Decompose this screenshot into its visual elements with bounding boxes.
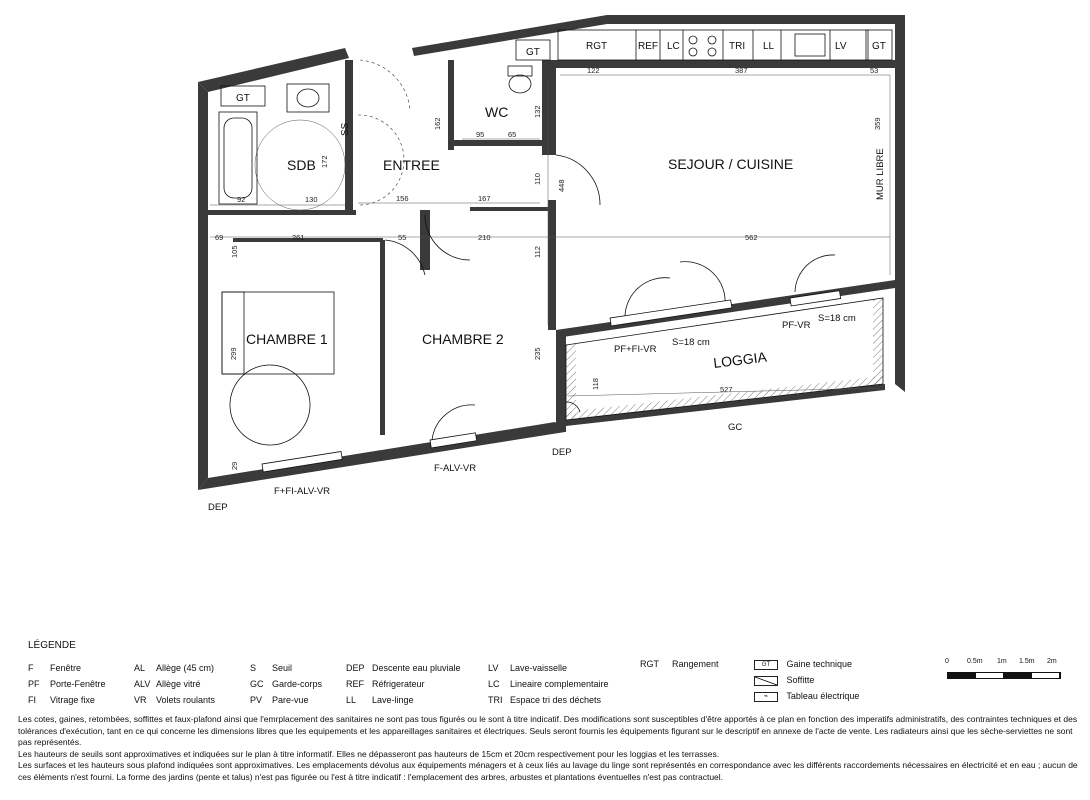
legend-code: TRI (488, 695, 503, 705)
dim-label: 130 (305, 195, 318, 204)
dim-label: 527 (720, 385, 733, 394)
label-window: PF+FI-VR (614, 344, 657, 355)
label-tri: TRI (729, 41, 746, 52)
legend-text: Gaine technique (786, 659, 853, 669)
legend-code: LL (346, 695, 357, 705)
legend-code: LC (488, 679, 500, 689)
room-label-chambre2: CHAMBRE 2 (422, 331, 504, 347)
dim-label: 132 (533, 105, 542, 118)
legal-notes (18, 714, 1083, 784)
legend-text: Descente eau pluviale (372, 663, 461, 673)
dim-label: 162 (433, 117, 442, 130)
legend-title: LÉGENDE (28, 640, 76, 651)
room-label-loggia: LOGGIA (712, 348, 768, 371)
legend-code: RGT (640, 659, 659, 669)
dim-label: 167 (478, 194, 491, 203)
label-ref: REF (638, 41, 658, 52)
legend-code: S (250, 663, 257, 673)
legend-text: Soffitte (786, 675, 815, 685)
legend-symbols (754, 656, 859, 704)
legend-text: Lave-linge (372, 695, 414, 705)
dim-label: 53 (870, 66, 879, 75)
dim-label: 110 (533, 173, 542, 185)
dim-label: 112 (533, 246, 542, 258)
legend-code: DEP (346, 663, 365, 673)
legend-code: ALV (134, 679, 151, 689)
label-window: F+FI-ALV-VR (274, 486, 331, 497)
legend-text: Vitrage fixe (50, 695, 95, 705)
label-mur-libre: MUR LIBRE (875, 148, 886, 200)
room-label-sdb: SDB (287, 157, 316, 173)
scale-label: 0.5m (967, 658, 983, 665)
legend-code: REF (346, 679, 364, 689)
dim-label: 29 (230, 461, 239, 470)
dim-label: 95 (476, 130, 485, 139)
scale-label: 1.5m (1019, 658, 1035, 665)
label-ss: SS (340, 122, 351, 136)
legend-text: Volets roulants (156, 695, 216, 705)
dim-label: 156 (396, 194, 409, 203)
dim-label: 69 (215, 233, 224, 242)
room-label-entree: ENTREE (383, 157, 440, 173)
legend-text: Allège (45 cm) (156, 663, 215, 673)
legend-text: Allège vitré (156, 679, 201, 689)
dim-label: 122 (587, 66, 600, 75)
gaine-technique-icon: GT (754, 660, 778, 670)
note-paragraph: Les cotes, gaines, retombées, soffittes et faux-plafond ainsi que l'emrplacement des sanitaires ne sont pas tous figurés ou le sont à titre indicatif. Des modifications sont susceptibles d'être apportés à ce plan en fonction des imperatifs administratifs, des contraintes techniques et des tolérances d'exécution, tant en ce qui concerne les dimensions libres que les equipements et les appareillages sanitaires et électriques. Seuls seront fournis les équipements figurant sur le descriptif en annexe de l'acte de vente. Les radiateurs ainsi que les sèche-serviettes ne sont pas représentés. (18, 714, 1078, 748)
interior-walls (208, 60, 895, 435)
dim-label: 65 (508, 130, 517, 139)
dim-label: 261 (292, 233, 305, 242)
label-lv: LV (835, 41, 847, 52)
dim-label: 92 (237, 195, 246, 204)
dim-label: 299 (229, 347, 238, 360)
note-paragraph: Les surfaces et les hauteurs sous plafond indiquées sont approximatives. Les emplacements dévolus aux équipements ménagers et à ceux liés au lavage du linge sont représentés en correspondance avec les différents raccordements nécessaires en électricité et en eau ; aucun de ces éléments n'est fourni. La forme des jardins (pente et talus) n'est pas figurée ou l'est à titre indicatif : l'emplacement des arbres, arbustes et plantations éventuelles n'est pas contractuel. (18, 760, 1078, 782)
legend-column (250, 660, 322, 708)
legend-text: Réfrigerateur (372, 679, 425, 689)
label-sill: S=18 cm (818, 313, 856, 324)
label-dep: DEP (552, 447, 572, 458)
dim-label: 55 (398, 233, 407, 242)
dim-label: 105 (230, 245, 239, 258)
scale-label: 0 (945, 658, 949, 665)
legend-text: Fenêtre (50, 663, 82, 673)
legend-text: Lineaire complementaire (510, 679, 609, 689)
legend-code: AL (134, 663, 146, 673)
dim-label: 448 (557, 179, 566, 192)
dim-label: 118 (591, 378, 600, 390)
label-dep: DEP (208, 502, 228, 513)
legend-code: LV (488, 663, 499, 673)
note-paragraph: Les hauteurs de seuils sont approximatives et indiquées sur le plan à titre informatif. Elles ne dépasseront pas hauteurs de 15cm et 20cm respectivement pour les loggias et les terrasses. (18, 748, 720, 759)
legend-text: Seuil (272, 663, 293, 673)
label-lc: LC (667, 41, 680, 52)
legend-text: Espace tri des déchets (510, 695, 602, 705)
tableau-electrique-icon: ⌁ (754, 692, 778, 702)
dim-label: 359 (873, 117, 882, 130)
room-label-chambre1: CHAMBRE 1 (246, 331, 328, 347)
legend-text: Rangement (672, 659, 719, 669)
legend-column (134, 660, 215, 708)
label-window: F-ALV-VR (434, 463, 477, 474)
label-gt: GT (236, 93, 250, 104)
legend-code: PV (250, 695, 263, 705)
legend-code: FI (28, 695, 36, 705)
room-label-wc: WC (485, 104, 509, 120)
legend-code: GC (250, 679, 264, 689)
legend-column (640, 656, 719, 672)
dim-label: 172 (320, 155, 329, 168)
legend-text: Lave-vaisselle (510, 663, 568, 673)
label-railing: GC (728, 422, 743, 433)
dim-label: 387 (735, 66, 748, 75)
dim-label: 562 (745, 233, 758, 242)
label-sill: S=18 cm (672, 337, 710, 348)
dim-label: 235 (533, 347, 542, 360)
legend-column (488, 660, 609, 708)
scale-label: 2m (1047, 658, 1057, 665)
legend-code: PF (28, 679, 40, 689)
dim-label: 210 (478, 233, 491, 242)
legend-text: Porte-Fenêtre (50, 679, 106, 689)
legend-column (28, 660, 106, 708)
scale-bar (943, 658, 1063, 688)
bathroom-fixtures (219, 66, 532, 204)
room-label-sejour: SEJOUR / CUISINE (668, 156, 794, 172)
legend-text: Tableau électrique (786, 691, 860, 701)
label-gt: GT (526, 47, 540, 58)
scale-label: 1m (997, 658, 1007, 665)
legend-text: Garde-corps (272, 679, 323, 689)
legend-column (346, 660, 461, 708)
legend-code: F (28, 663, 34, 673)
label-gt: GT (872, 41, 886, 52)
legend-text: Pare-vue (272, 695, 309, 705)
soffitte-icon (754, 676, 778, 686)
label-rgt: RGT (586, 41, 608, 52)
legend-code: VR (134, 695, 147, 705)
legend (18, 640, 1078, 800)
label-ll: LL (763, 41, 775, 52)
label-window: PF-VR (782, 320, 811, 331)
